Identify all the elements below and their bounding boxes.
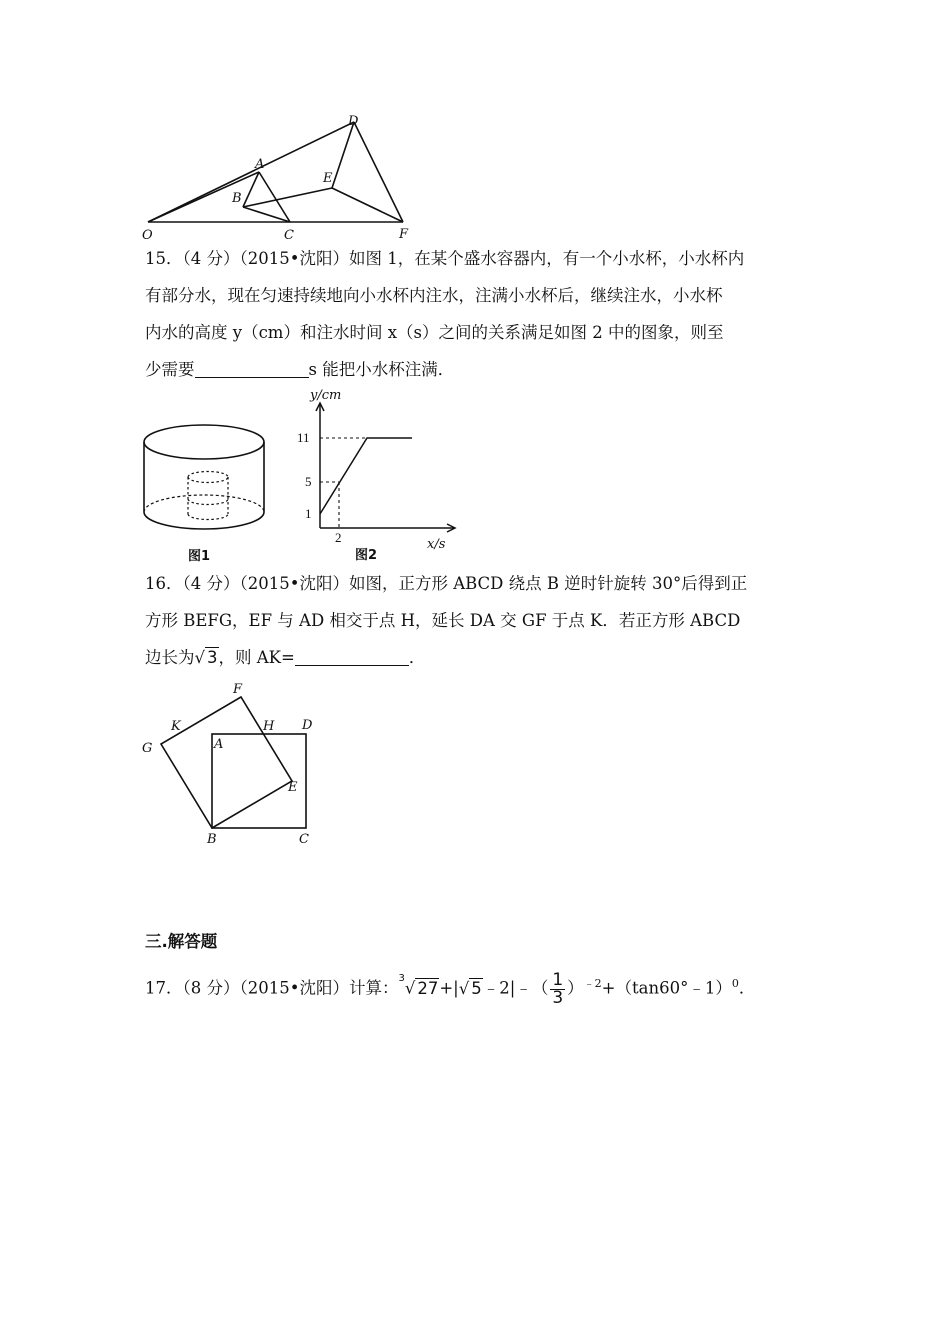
x-axis-label: x/s: [427, 537, 446, 552]
point-label-f: F: [399, 227, 409, 242]
q17-abs-open: +|: [439, 978, 459, 998]
point-label-d: D: [348, 114, 359, 129]
q16-line-3-post: ．: [408, 648, 426, 667]
point-label-f: F: [233, 682, 243, 697]
figure-triangles: [135, 105, 425, 245]
point-label-c: C: [284, 228, 294, 243]
point-label-b: B: [207, 832, 217, 847]
y-tick-1: 1: [305, 506, 312, 521]
cube-root-27: $^3$√ 27: [398, 973, 439, 998]
section-title: 三.解答题: [145, 932, 218, 951]
fraction-one-third: [550, 969, 565, 1008]
point-label-e: E: [288, 780, 298, 795]
cube-root-radicand: 27: [417, 978, 439, 998]
figure-2-caption: 图2: [355, 548, 378, 563]
q17-tan-part: +（tan60°﹣1）: [601, 978, 732, 998]
q15-line-1: 15．（4 分）（2015•沈阳）如图 1，在某个盛水容器内，有一个小水杯，小水杯内: [145, 249, 745, 268]
y-tick-5: 5: [305, 474, 312, 489]
q15-line-3: 内水的高度 y（cm）和注水时间 x（s）之间的关系满足如图 2 中的图象，则至: [145, 323, 724, 342]
q16-line-3: [145, 639, 825, 676]
point-label-e: E: [323, 171, 333, 186]
q17-text: [145, 965, 825, 1007]
sqrt-3-radicand: 3: [207, 648, 218, 667]
y-tick-11: 11: [297, 430, 310, 445]
q15-line-2: 有部分水，现在匀速持续地向小水杯内注水，注满小水杯后，继续注水，小水杯: [145, 286, 723, 305]
point-label-a: A: [255, 157, 265, 172]
point-label-c: C: [299, 832, 309, 847]
q16-line-2: 方形 BEFG，EF 与 AD 相交于点 H，延长 DA 交 GF 于点 K．若正方形 ABCD: [145, 611, 741, 630]
q16-line-3-mid: ，则 AK=: [218, 648, 295, 667]
cube-root-index: 3: [398, 973, 405, 984]
q17-exponent-neg2: ﹣2: [583, 977, 602, 990]
point-label-k: K: [171, 719, 181, 734]
point-label-a: A: [214, 737, 224, 752]
point-label-g: G: [142, 741, 153, 756]
q15-line-4-pre: 少需要: [145, 360, 195, 379]
point-label-o: O: [142, 228, 153, 243]
q17-after-frac: ）: [567, 978, 584, 998]
x-tick-2: 2: [335, 530, 342, 545]
q15-text: [145, 240, 825, 388]
point-label-h: H: [263, 719, 275, 734]
figure-2-graph: [290, 385, 470, 565]
q16-text: [145, 565, 825, 676]
sqrt-3: √ 3: [194, 648, 218, 667]
figure-1-container: [138, 415, 273, 565]
fraction-denominator: 3: [552, 987, 564, 1008]
q15-line-4-post: s 能把小水杯注满．: [308, 360, 455, 379]
q17-prefix: 17．（8 分）（2015•沈阳）计算：: [145, 978, 399, 998]
q15-line-4: [145, 351, 825, 388]
sqrt-5-radicand: 5: [471, 978, 482, 998]
point-label-b: B: [232, 191, 242, 206]
figure-squares: [138, 678, 328, 850]
q17-exponent-zero: 0: [731, 977, 739, 990]
q17-abs-close: ﹣2|﹣（: [482, 978, 549, 998]
q15-answer-blank[interactable]: [195, 357, 309, 378]
y-axis-label: y/cm: [310, 388, 342, 403]
q16-answer-blank[interactable]: [295, 645, 409, 666]
fraction-numerator: 1: [552, 969, 564, 990]
figure-1-caption: 图1: [188, 549, 211, 564]
q16-line-3-pre: 边长为: [145, 648, 195, 667]
point-label-d: D: [302, 718, 313, 733]
q16-line-1: 16．（4 分）（2015•沈阳）如图，正方形 ABCD 绕点 B 逆时针旋转 30°后得到正: [145, 574, 748, 593]
q17-end: ．: [738, 978, 756, 998]
sqrt-5: √ 5: [458, 978, 482, 998]
